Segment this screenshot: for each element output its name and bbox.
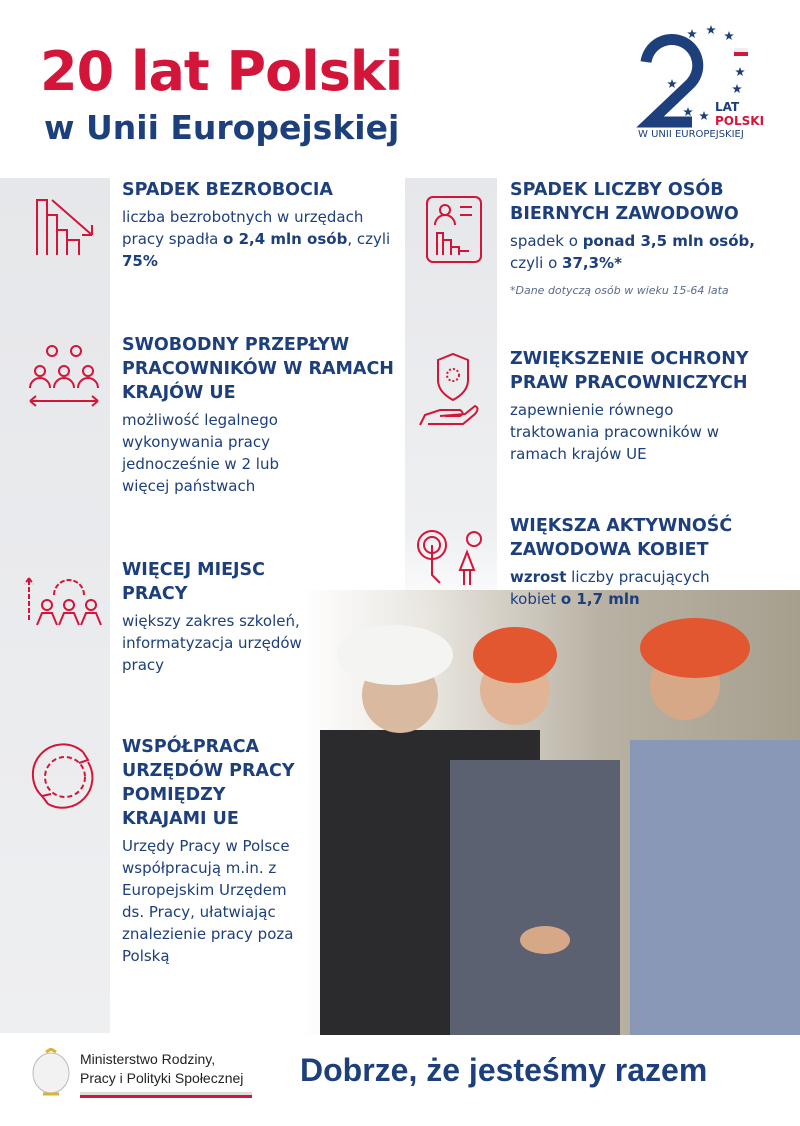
shield-hand-icon	[418, 350, 483, 439]
cycle-arrows-icon	[28, 742, 103, 816]
section-heading: WIĘKSZA AKTYWNOŚĆ ZAWODOWA KOBIET	[510, 516, 733, 560]
chart-decline-icon	[32, 195, 102, 264]
section-body: większy zakres szkoleń, informatyzacja urzędów pracy	[122, 612, 302, 674]
section-more-jobs	[122, 558, 322, 676]
eagle-icon	[30, 1048, 72, 1098]
ministry-line-2: Pracy i Polityki Społecznej	[80, 1070, 244, 1086]
anniversary-logo	[630, 22, 780, 147]
section-free-movement	[122, 333, 402, 497]
section-heading: SPADEK LICZBY OSÓB BIERNYCH ZAWODOWO	[510, 180, 739, 224]
person-card-icon	[425, 195, 485, 269]
section-cooperation	[122, 735, 312, 967]
logo-lat: LAT	[715, 100, 740, 114]
section-heading: WSPÓŁPRACA URZĘDÓW PRACY POMIĘDZY KRAJAMI UE	[122, 737, 295, 829]
handshake-workers-illustration	[300, 590, 800, 1035]
section-unemployment	[122, 178, 402, 272]
page-subtitle: w Unii Europejskiej	[44, 108, 400, 147]
page-title: 20 lat Polski	[40, 40, 403, 103]
ministry-line-1: Ministerstwo Rodziny,	[80, 1051, 216, 1067]
logo-polski: POLSKI	[715, 114, 765, 128]
ministry-name	[80, 1050, 252, 1098]
section-body: spadek o ponad 3,5 mln osób, czyli o 37,3%*	[510, 232, 755, 272]
section-heading: SPADEK BEZROBOCIA	[122, 180, 333, 200]
section-body: Urzędy Pracy w Polsce współpracują m.in. z Europejskim Urzędem ds. Pracy, ułatwiając znalezienie pracy poza Polską	[122, 837, 294, 965]
flag-stripe-red	[80, 1095, 252, 1098]
section-heading: WIĘCEJ MIEJSC PRACY	[122, 560, 266, 604]
section-women-activity	[510, 514, 790, 610]
section-heading: SWOBODNY PRZEPŁYW PRACOWNIKÓW W RAMACH KRAJÓW UE	[122, 335, 394, 403]
section-worker-rights	[510, 347, 790, 465]
footnote: *Dane dotyczą osób w wieku 15-64 lata	[510, 284, 729, 297]
section-body: liczba bezrobotnych w urzędach pracy spadła o 2,4 mln osób, czyli 75%	[122, 208, 391, 270]
section-inactive	[510, 178, 790, 297]
touch-women-icon	[412, 525, 492, 594]
logo-eu: W UNII EUROPEJSKIEJ	[638, 129, 744, 140]
slogan: Dobrze, że jesteśmy razem	[300, 1052, 708, 1088]
people-arrows-icon	[28, 343, 103, 417]
gear-people-icon	[24, 575, 104, 639]
section-body: zapewnienie równego traktowania pracowników w ramach krajów UE	[510, 401, 719, 463]
section-body: możliwość legalnego wykonywania pracy jednocześnie w 2 lub więcej państwach	[122, 411, 279, 495]
polish-eagle-emblem	[30, 1048, 72, 1098]
section-heading: ZWIĘKSZENIE OCHRONY PRAW PRACOWNICZYCH	[510, 349, 749, 393]
workers-photo	[300, 590, 800, 1035]
section-body: wzrost liczby pracujących kobiet o 1,7 mln	[510, 568, 710, 608]
